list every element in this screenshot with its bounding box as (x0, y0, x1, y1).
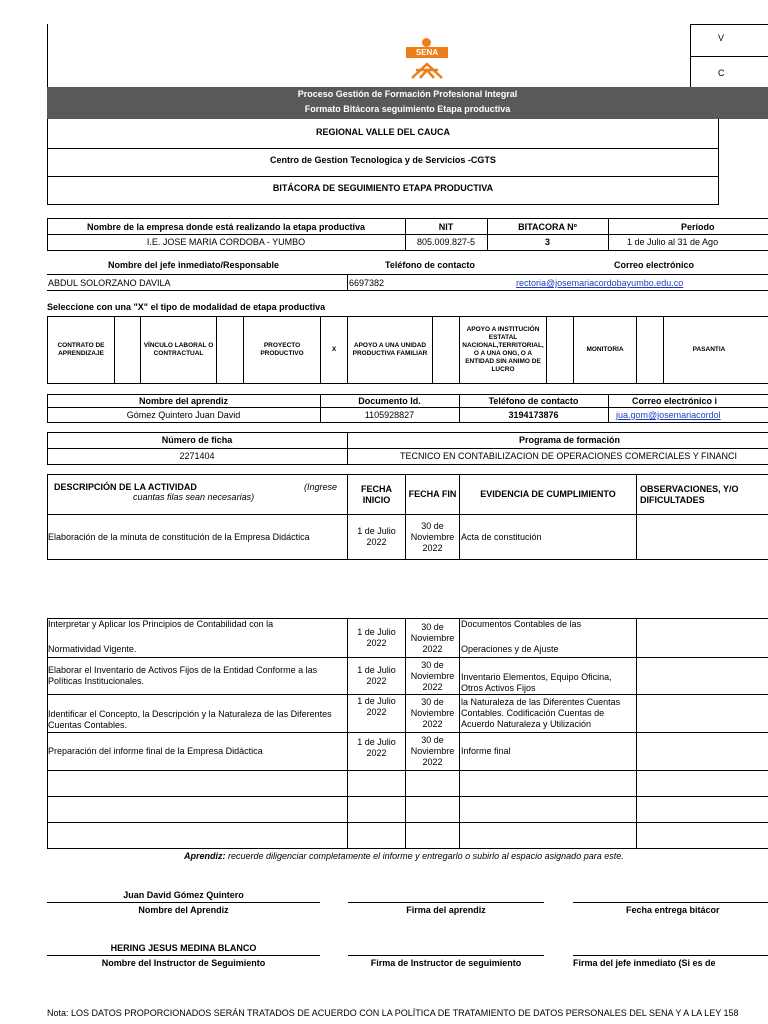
aprendiz-telefono-label: Teléfono de contacto (488, 396, 579, 406)
actividad-desc: Identificar el Concepto, la Descripción y la Naturaleza de las Diferentes Cuentas Contables. (48, 708, 332, 730)
modalidad-vinculo: VÍNCULO LABORAL O CONTRACTUAL (143, 342, 214, 357)
jefe-telefono-label: Teléfono de contacto (385, 260, 475, 270)
actividad-fin: 30 de Noviembre 2022 (410, 697, 455, 729)
modalidad-apoyo-unidad: APOYO A UNA UNIDAD PRODUCTIVA FAMILIAR (352, 342, 428, 357)
ficha-label: Número de ficha (161, 435, 233, 445)
modalidad-proyecto-mark: X (331, 346, 337, 353)
format-title: Formato Bitácora seguimiento Etapa productiva (304, 104, 511, 114)
aprendiz-correo-link[interactable]: jua.gom@josemariacordol (616, 410, 721, 420)
actividad-evidencia: Informe final (461, 746, 511, 756)
jefe-value: ABDUL SOLORZANO DAVILA (48, 278, 171, 288)
col-evidencia-label: EVIDENCIA DE CUMPLIMIENTO (480, 489, 616, 499)
aprendiz-nombre-firma: Juan David Gómez Quintero (123, 890, 244, 900)
actividad-desc-line1: Interpretar y Aplicar los Principios de Contabilidad con la (48, 619, 274, 629)
corner-bottom-text: C (718, 68, 725, 78)
regional-title: REGIONAL VALLE DEL CAUCA (315, 127, 450, 137)
jefe-correo-label: Correo electrónico (614, 260, 695, 270)
actividad-evidencia-line2: Operaciones y de Ajuste (461, 644, 559, 654)
instructor-nombre-firma: HERING JESUS MEDINA BLANCO (110, 943, 257, 953)
jefe-telefono-value: 6697382 (349, 278, 385, 288)
col-fin-label: FECHA FIN (408, 489, 457, 499)
programa-label: Programa de formación (519, 435, 621, 445)
bitacora-title: BITÁCORA DE SEGUIMIENTO ETAPA PRODUCTIVA (272, 183, 494, 193)
actividad-inicio: 1 de Julio 2022 (357, 627, 396, 648)
aprendiz-value: Gómez Quintero Juan David (126, 410, 241, 420)
actividad-desc: Elaboración de la minuta de constitución de la Empresa Didáctica (48, 531, 310, 542)
aprendiz-correo-label: Correo electrónico i (632, 396, 718, 406)
actividad-inicio: 1 de Julio 2022 (357, 696, 396, 717)
aprendiz-note: Aprendiz: recuerde diligenciar completamente el informe y entregarlo o subirlo al espacio asignado para este. (184, 851, 624, 861)
jefe-correo-link[interactable]: rectoria@josemariacordobayumbo.edu.co (516, 278, 684, 288)
actividad-evidencia: Inventario Elementos, Equipo Oficina, Otros Activos Fijos (461, 672, 612, 693)
logo-label: SENA (406, 47, 448, 58)
nombre-aprendiz-label: Nombre del Aprendiz (138, 905, 229, 915)
firma-aprendiz-label: Firma del aprendiz (406, 905, 486, 915)
nit-value: 805.009.827-5 (416, 237, 476, 247)
actividad-fin: 30 de Noviembre 2022 (410, 621, 455, 654)
actividad-evidencia: la Naturaleza de las Diferentes Cuentas Contables. Codificación Cuentas de Acuerdo Naturaleza y Utilización (461, 697, 621, 729)
actividad-evidencia-line1: Documentos Contables de las (461, 619, 582, 629)
documento-label: Documento Id. (358, 396, 421, 406)
bitacora-num-label: BITACORA Nº (518, 222, 577, 232)
col-desc-label: DESCRIPCIÓN DE LA ACTIVIDAD (54, 482, 197, 492)
actividad-inicio: 1 de Julio 2022 (357, 665, 396, 686)
empresa-value: I.E. JOSE MARIA CORDOBA - YUMBO (146, 237, 306, 247)
actividad-fin: 30 de Noviembre 2022 (410, 735, 455, 767)
col-inicio-label: FECHA INICIO (361, 483, 392, 505)
aprendiz-telefono-value: 3194173876 (508, 410, 559, 420)
actividad-inicio: 1 de Julio 2022 (357, 737, 396, 758)
logo-dot-icon (422, 38, 431, 47)
footer-nota: Nota: LOS DATOS PROPORCIONADOS SERÁN TRATADOS DE ACUERDO CON LA POLÍTICA DE TRATAMIENTO DE DATOS PERSONALES DEL SENA Y A LA LEY 158 (47, 1008, 739, 1018)
actividad-evidencia: Acta de constitución (461, 531, 542, 542)
centro-title: Centro de Gestion Tecnologica y de Servicios -CGTS (270, 155, 496, 165)
modalidad-monitoria: MONITORIA (586, 346, 624, 353)
modalidad-title: Seleccione con una "X" el tipo de modalidad de etapa productiva (47, 302, 326, 312)
jefe-label: Nombre del jefe inmediato/Responsable (108, 260, 280, 270)
actividad-desc: Preparación del informe final de la Empresa Didáctica (48, 746, 263, 756)
modalidad-pasantia: PASANTIA (692, 346, 726, 353)
nit-label: NIT (438, 222, 454, 232)
periodo-label: Período (681, 222, 715, 232)
corner-top-text: V (718, 33, 725, 43)
empresa-label: Nombre de la empresa donde está realizando la etapa productiva (86, 222, 366, 232)
col-obs-label: OBSERVACIONES, Y/O DIFICULTADES (640, 483, 739, 505)
modalidad-proyecto: PROYECTO PRODUCTIVO (260, 342, 304, 357)
firma-instructor-label: Firma de Instructor de seguimiento (370, 958, 522, 968)
nombre-instructor-label: Nombre del Instructor de Seguimiento (101, 958, 266, 968)
programa-value: TECNICO EN CONTABILIZACION DE OPERACIONES COMERCIALES Y FINANCI (400, 451, 738, 461)
actividad-desc: Elaborar el Inventario de Activos Fijos de la Entidad Conforme a las Políticas Institucionales. (48, 665, 318, 686)
actividad-fin: 30 de Noviembre 2022 (410, 659, 455, 692)
modalidad-contrato: CONTRATO DE APRENDIZAJE (57, 342, 105, 357)
modalidad-apoyo-institucion: APOYO A INSTITUCIÓN ESTATAL NACIONAL,TERRITORIAL, O A UNA ONG, O A ENTIDAD SIN ANIMO DE LUCRO (462, 326, 544, 373)
logo-figure-icon (410, 58, 444, 80)
firma-jefe-label: Firma del jefe inmediato (Si es de (573, 958, 716, 968)
actividad-fin: 30 de Noviembre 2022 (410, 520, 455, 553)
sena-logo (402, 38, 452, 82)
aprendiz-label: Nombre del aprendiz (138, 396, 228, 406)
process-title: Proceso Gestión de Formación Profesional Integral (297, 89, 518, 99)
ficha-value: 2271404 (179, 451, 215, 461)
bitacora-num-value: 3 (544, 237, 550, 247)
col-desc-hint-2: cuantas filas sean necesarias) (133, 492, 255, 502)
periodo-value: 1 de Julio al 31 de Ago (627, 237, 719, 247)
documento-value: 1105928827 (364, 410, 415, 420)
actividad-inicio: 1 de Julio 2022 (357, 526, 396, 547)
fecha-entrega-label: Fecha entrega bitácor (626, 905, 720, 915)
col-desc-hint-1: (Ingrese (304, 482, 338, 492)
actividad-desc-line2: Normatividad Vigente. (48, 644, 137, 654)
